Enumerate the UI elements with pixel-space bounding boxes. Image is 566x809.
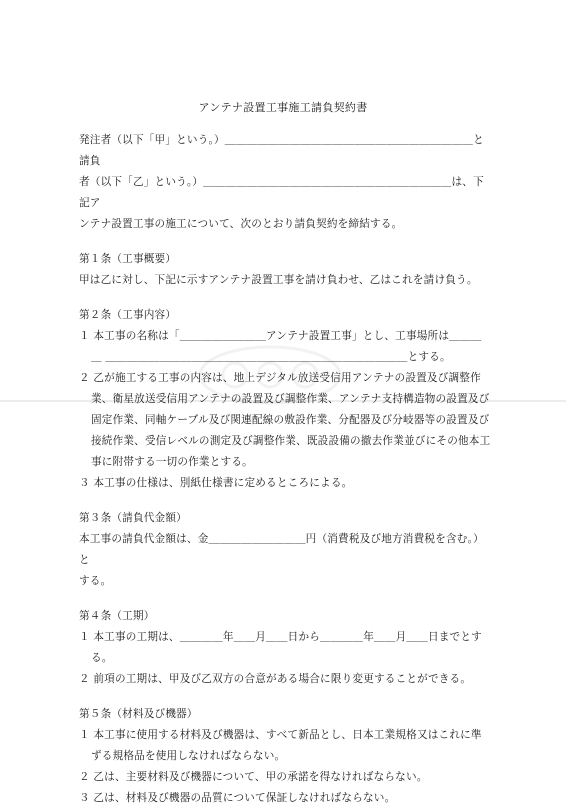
document-title: アンテナ設置工事施工請負契約書 bbox=[198, 101, 368, 114]
article-5-heading: 第５条（材料及び機器） bbox=[79, 708, 198, 720]
article-2-item-3: ３ 本工事の仕様は、別紙仕様書に定めるところによる。 bbox=[79, 477, 353, 489]
contract-body bbox=[79, 130, 491, 809]
article-1-text: 甲は乙に対し、下記に示すアンテナ設置工事を請け負わせ、乙はこれを請け負う。 bbox=[79, 274, 478, 286]
intro-line-3: ンテナ設置工事の施工について、次のとおり請負契約を締結する。 bbox=[79, 218, 403, 230]
article-4-item-1: １ 本工事の工期は、＿＿＿＿年＿＿月＿＿日から＿＿＿＿年＿＿月＿＿日までとする。 bbox=[79, 631, 482, 664]
article-2-item-1: １ 本工事の名称は「＿＿＿＿＿＿＿＿アンテナ設置工事」とし、工事場所は＿＿＿＿ ＿＿＿＿＿＿＿＿＿＿＿＿＿＿＿＿＿＿＿＿＿＿＿＿＿＿＿＿とする。 bbox=[79, 330, 482, 363]
article-2-heading: 第２条（工事内容） bbox=[79, 309, 177, 321]
article-3-text-1: 本工事の請負代金額は、金＿＿＿＿＿＿＿＿＿円（消費税及び地方消費税を含む。）と bbox=[79, 533, 484, 566]
article-2-item-2: ２ 乙が施工する工事の内容は、地上デジタル放送受信用アンテナの設置及び調整作業、衛星放送受信用アンテナの設置及び調整作業、アンテナ支持構造物の設置及び固定作業、同軸ケーブル及び関連配線の敷設作業、分配器及び分岐器等の設置及び接続作業、受信レベルの測定及び調整作業、既設設備の撤去作業並びにその他本工事に附帯する一切の作業とする。 bbox=[79, 372, 491, 468]
article-5-item-1: １ 本工事に使用する材料及び機器は、すべて新品とし、日本工業規格又はこれに準ずる規格品を使用しなければならない。 bbox=[79, 729, 482, 762]
article-4-item-2: ２ 前項の工期は、甲及び乙双方の合意がある場合に限り変更することができる。 bbox=[79, 673, 472, 685]
article-3-heading: 第３条（請負代金額） bbox=[79, 512, 187, 524]
article-5-item-2: ２ 乙は、主要材料及び機器について、甲の承諾を得なければならない。 bbox=[79, 771, 428, 783]
article-5-item-3: ３ 乙は、材料及び機器の品質について保証しなければならない。 bbox=[79, 792, 396, 804]
intro-line-2: 者（以下「乙」という。）＿＿＿＿＿＿＿＿＿＿＿＿＿＿＿＿＿＿＿＿＿＿＿は、下記ア bbox=[79, 176, 484, 209]
article-3-text-2: する。 bbox=[79, 575, 112, 587]
article-4-heading: 第４条（工期） bbox=[79, 610, 155, 622]
article-1-heading: 第１条（工事概要） bbox=[79, 253, 177, 265]
intro-line-1: 発注者（以下「甲」という。）＿＿＿＿＿＿＿＿＿＿＿＿＿＿＿＿＿＿＿＿＿＿＿と請負 bbox=[79, 134, 484, 167]
